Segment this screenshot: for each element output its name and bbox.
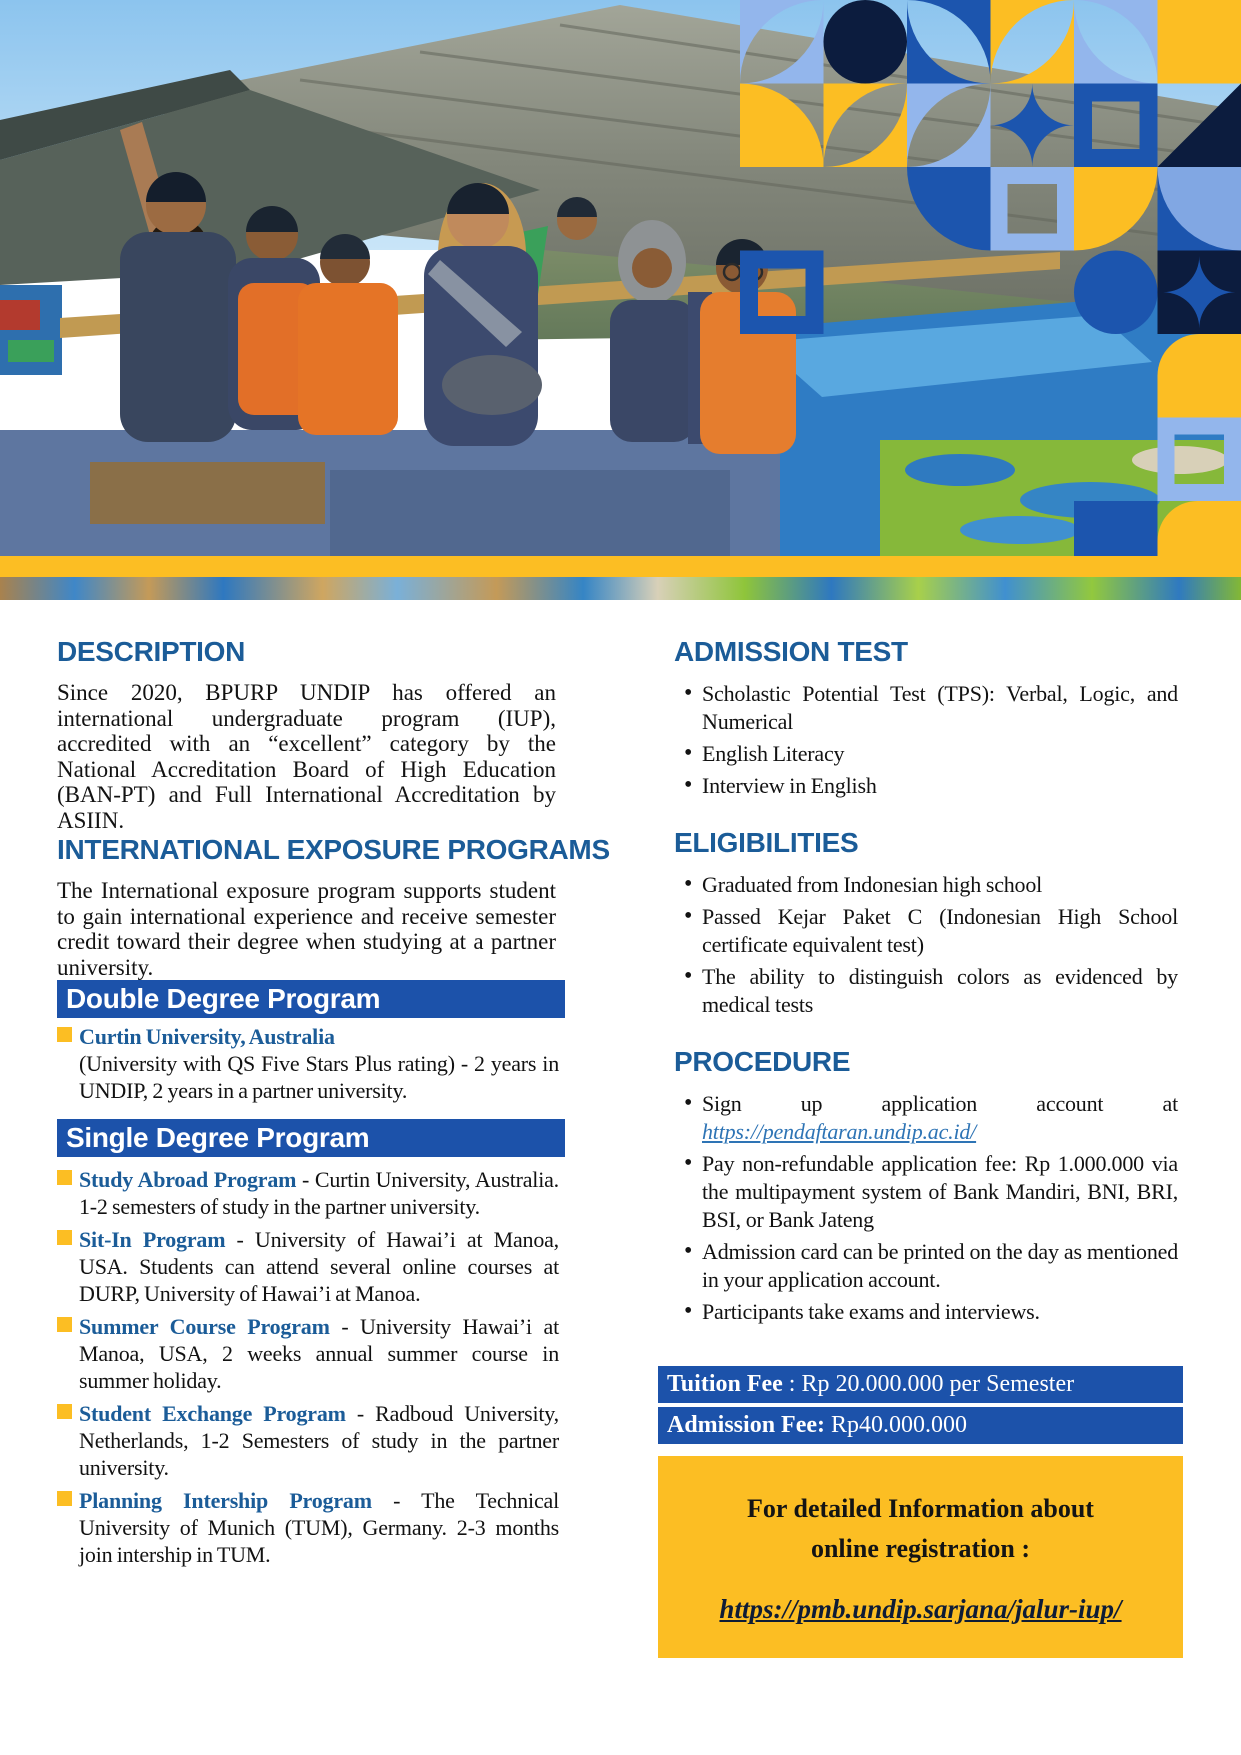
list-item: • Interview in English [658,772,1178,800]
single-degree-banner: Single Degree Program [57,1119,565,1157]
right-column [658,635,1184,1658]
list-item: • Scholastic Potential Test (TPS): Verbal, Logic, and Numerical [658,680,1178,736]
boat-scene [0,0,1241,556]
admission-fee-banner [658,1407,1183,1444]
eligibilities-list [658,871,1178,1019]
photo-strip [0,577,1241,600]
registration-box-link[interactable]: https://pmb.undip.sarjana/jalur-iup/ [719,1594,1122,1624]
list-item: • Participants take exams and interviews. [658,1298,1178,1326]
eligibilities-heading: ELIGIBILITIES [674,827,859,858]
registration-account-link[interactable]: https://pendaftaran.undip.ac.id/ [702,1119,977,1144]
program-item [57,1313,559,1394]
program-item [57,1487,559,1568]
fee-value: Rp40.000.000 [831,1412,968,1438]
procedure-text: Sign up application account at [702,1091,1178,1116]
double-degree-banner: Double Degree Program [57,980,565,1018]
fee-label: Admission Fee: [667,1412,825,1438]
procedure-heading: PROCEDURE [674,1046,851,1077]
program-description: - University Hawai’i at Manoa, USA, 2 weeks annual summer course in summer holiday. [79,1314,559,1393]
list-item [658,1090,1178,1146]
description-heading: DESCRIPTION [57,636,246,667]
fee-value: Rp 20.000.000 per Semester [801,1371,1075,1397]
tuition-fee-banner: Tuition Fee : Rp 20.000.000 per Semester [658,1366,1183,1403]
program-item [57,1400,559,1481]
fee-label: Tuition Fee [667,1371,783,1397]
left-column [57,635,610,1574]
description-body: Since 2020, BPURP UNDIP has offered an international undergraduate program (IUP), accredited with an “excellent” category by the National Accreditation Board of High Education (BAN-PT) and Full International Accreditation by ASIIN. [57,680,556,833]
program-description: - Radboud University, Netherlands, 1-2 Semesters of study in the partner university. [79,1401,559,1480]
program-description: - The Technical University of Munich (TUM), Germany. 2-3 months join intership in TUM. [79,1488,559,1567]
program-item [57,1023,559,1104]
program-name: Student Exchange Program [79,1401,346,1426]
program-item [57,1226,559,1307]
program-item [57,1166,559,1220]
program-name: Curtin University, Australia [79,1024,335,1049]
program-name: Summer Course Program [79,1314,330,1339]
hero-photo [0,0,1241,556]
admission-test-list [658,680,1178,800]
list-item: • Pay non-refundable application fee: Rp 1.000.000 via the multipayment system of Bank Mandiri, BNI, BRI, BSI, or Bank Jateng [658,1150,1178,1234]
exposure-heading: INTERNATIONAL EXPOSURE PROGRAMS [57,834,610,865]
list-item: • Admission card can be printed on the day as mentioned in your application account. [658,1238,1178,1294]
list-item: • Graduated from Indonesian high school [658,871,1178,899]
program-description: - Curtin University, Australia. 1-2 semesters of study in the partner university. [79,1167,559,1219]
admission-test-heading: ADMISSION TEST [674,636,908,667]
program-description: - University of Hawai’i at Manoa, USA. Students can attend several online courses at DURP, University of Hawai’i at Manoa. [79,1227,559,1306]
registration-box-title: For detailed Information about online registration : [747,1494,1094,1563]
fees [658,1366,1184,1444]
exposure-body: The International exposure program supports student to gain international experience and receive semester credit toward their degree when studying at a partner university. [57,878,556,980]
program-name: Planning Intership Program [79,1488,372,1513]
program-name: Sit-In Program [79,1227,226,1252]
registration-box [658,1456,1183,1658]
program-name: Study Abroad Program [79,1167,297,1192]
yellow-stripe [0,556,1241,577]
list-item: • English Literacy [658,740,1178,768]
program-description: (University with QS Five Stars Plus rating) - 2 years in UNDIP, 2 years in a partner university. [79,1051,559,1103]
list-item: • The ability to distinguish colors as evidenced by medical tests [658,963,1178,1019]
procedure-list [658,1090,1178,1326]
list-item: • Passed Kejar Paket C (Indonesian High School certificate equivalent test) [658,903,1178,959]
